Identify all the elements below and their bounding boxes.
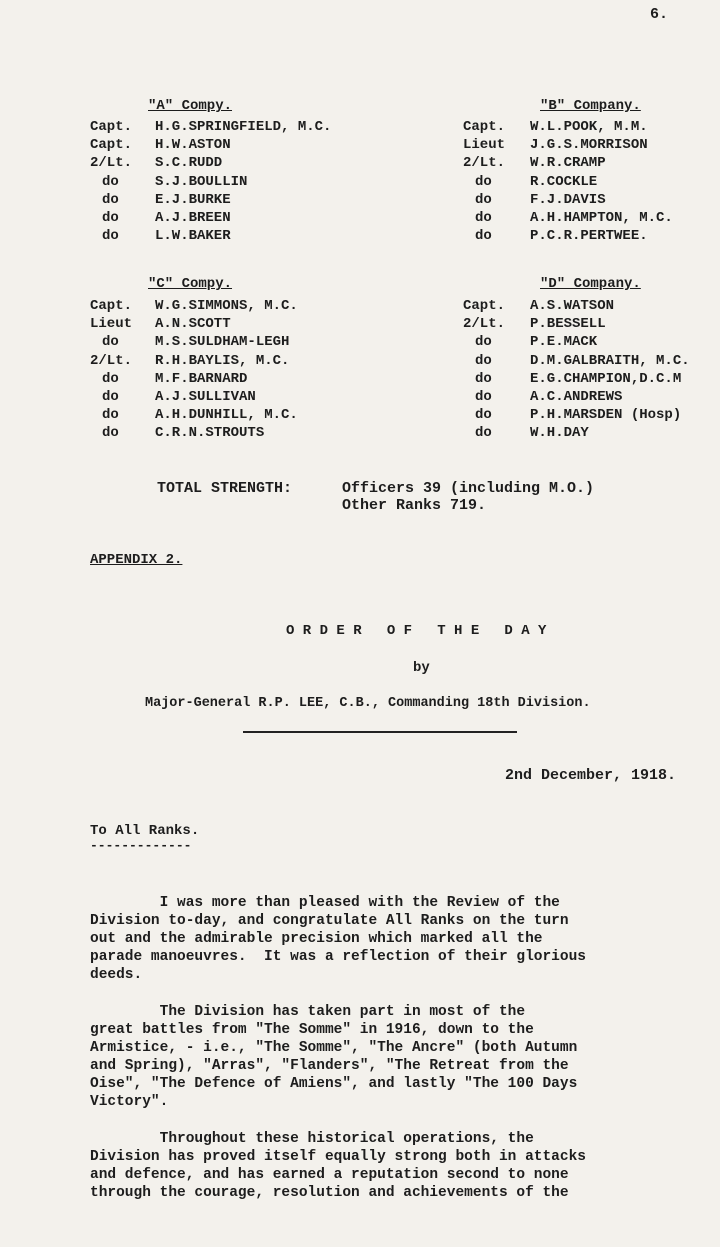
roster-rank: do (475, 425, 492, 442)
salutation: To All Ranks. (90, 823, 200, 839)
roster-name: R.H.BAYLIS, M.C. (155, 352, 290, 369)
roster-rank: Capt. (463, 119, 506, 135)
body-line: out and the admirable precision which marked all the (90, 931, 543, 947)
roster-rank: do (102, 228, 119, 245)
roster-name: A.N.SCOTT (155, 316, 231, 333)
roster-name: W.G.SIMMONS, M.C. (155, 298, 298, 314)
roster-rank: Lieut (463, 137, 506, 154)
body-paragraph (90, 1003, 716, 1111)
roster-name: E.J.BURKE (155, 191, 231, 208)
roster-rank: Lieut (90, 316, 133, 333)
roster-rank: do (102, 407, 119, 424)
roster-rank: do (475, 334, 492, 351)
body-line: and Spring), "Arras", "Flanders", "The Retreat from the (90, 1058, 569, 1074)
roster-name: M.F.BARNARD (155, 370, 248, 387)
roster-rank: do (102, 370, 119, 387)
roster-rank: do (102, 173, 119, 190)
roster-rank: do (102, 389, 119, 405)
body-line: Throughout these historical operations, the (90, 1131, 534, 1147)
roster-name: J.G.S.MORRISON (530, 137, 648, 154)
roster-rank: do (102, 334, 119, 351)
roster-name: P.E.MACK (530, 334, 598, 351)
roster-name: F.J.DAVIS (530, 191, 606, 208)
salutation-underline: ------------- (90, 838, 192, 853)
roster-rank: do (475, 389, 492, 405)
roster-name: M.S.SULDHAM-LEGH (155, 334, 290, 351)
roster-name: A.S.WATSON (530, 298, 615, 314)
body-paragraph (90, 1130, 716, 1202)
roster-name: P.C.R.PERTWEE. (530, 228, 648, 245)
body-line: and defence, and has earned a reputation second to none (90, 1167, 569, 1183)
body-paragraph (90, 894, 716, 984)
body-line: Victory". (90, 1094, 169, 1110)
company-d-title: "D" Company. (540, 276, 641, 292)
roster-rank: 2/Lt. (463, 316, 506, 333)
roster-name: A.H.DUNHILL, M.C. (155, 407, 298, 424)
divider-rule (243, 731, 517, 733)
roster-name: C.R.N.STROUTS (155, 425, 265, 442)
commander-line: Major-General R.P. LEE, C.B., Commanding 18th Division. (145, 696, 591, 711)
company-c-title: "C" Compy. (148, 276, 233, 292)
roster-rank: 2/Lt. (90, 352, 133, 369)
roster-name: S.J.BOULLIN (155, 173, 248, 190)
roster-rank: Capt. (90, 119, 133, 135)
roster-name: W.L.POOK, M.M. (530, 119, 648, 135)
body-line: Armistice, - i.e., "The Somme", "The Ancre" (both Autumn (90, 1040, 578, 1056)
roster-name: L.W.BAKER (155, 228, 231, 245)
roster-rank: do (475, 191, 492, 208)
roster-rank: 2/Lt. (463, 155, 506, 172)
roster-rank: do (475, 228, 492, 245)
page-number: 6. (650, 6, 669, 23)
roster-name: A.J.SULLIVAN (155, 389, 256, 405)
body-line: parade manoeuvres. It was a reflection of their glorious (90, 949, 586, 965)
roster-name: D.M.GALBRAITH, M.C. (530, 352, 690, 369)
roster-rank: do (102, 425, 119, 442)
roster-rank: do (475, 173, 492, 190)
roster-rank: Capt. (90, 298, 133, 314)
roster-name: R.COCKLE (530, 173, 598, 190)
roster-rank: do (102, 210, 119, 226)
total-other-ranks: Other Ranks 719. (342, 497, 487, 514)
roster-name: E.G.CHAMPION,D.C.M (530, 370, 682, 387)
roster-rank: do (475, 352, 492, 369)
roster-name: W.R.CRAMP (530, 155, 606, 172)
body-line: great battles from "The Somme" in 1916, down to the (90, 1022, 534, 1038)
roster-rank: do (475, 370, 492, 387)
roster-rank: do (475, 407, 492, 424)
roster-name: A.C.ANDREWS (530, 389, 623, 405)
roster-name: A.J.BREEN (155, 210, 231, 226)
roster-name: H.G.SPRINGFIELD, M.C. (155, 119, 332, 135)
roster-rank: do (475, 210, 492, 226)
body-line: I was more than pleased with the Review of the (90, 895, 560, 911)
company-b-title: "B" Company. (540, 98, 641, 114)
body-line: deeds. (90, 967, 143, 983)
order-date: 2nd December, 1918. (505, 767, 677, 784)
total-strength-label: TOTAL STRENGTH: (157, 480, 293, 497)
roster-name: W.H.DAY (530, 425, 589, 442)
roster-rank: do (102, 191, 119, 208)
total-officers: Officers 39 (including M.O.) (342, 480, 595, 497)
company-a-title: "A" Compy. (148, 98, 233, 114)
roster-name: A.H.HAMPTON, M.C. (530, 210, 673, 226)
roster-rank: Capt. (463, 298, 506, 314)
body-line: Oise", "The Defence of Amiens", and lastly "The 100 Days (90, 1076, 578, 1092)
roster-name: P.H.MARSDEN (Hosp) (530, 407, 682, 424)
by-line: by (413, 660, 430, 676)
roster-name: S.C.RUDD (155, 155, 223, 172)
body-line: through the courage, resolution and achievements of the (90, 1185, 569, 1201)
appendix-title: APPENDIX 2. (90, 552, 183, 568)
roster-name: P.BESSELL (530, 316, 606, 333)
body-line: Division has proved itself equally strong both in attacks (90, 1149, 586, 1165)
roster-rank: Capt. (90, 137, 133, 154)
roster-name: H.W.ASTON (155, 137, 231, 154)
body-line: The Division has taken part in most of the (90, 1004, 526, 1020)
body-line: Division to-day, and congratulate All Ranks on the turn (90, 913, 569, 929)
roster-rank: 2/Lt. (90, 155, 133, 172)
order-title: O R D E R O F T H E D A Y (286, 623, 547, 639)
